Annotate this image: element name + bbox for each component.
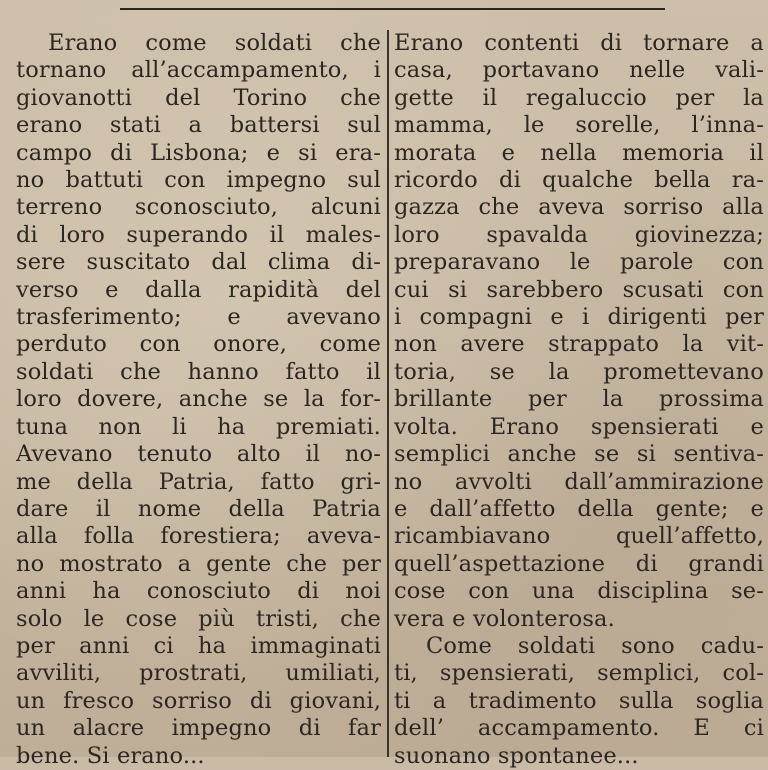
text-line: un fresco sorriso di giovani, [16,687,381,714]
right-column [394,30,764,770]
text-line: un alacre impegno di far [16,715,381,742]
text-line: Erano come soldati che [48,30,381,56]
text-line: cui si sarebbero scusati con [394,276,764,303]
text-line: anni ha conosciuto di noi [16,578,381,605]
text-line: semplici anche se si sentiva- [394,441,764,468]
text-line: quell’aspettazione di grandi [394,550,764,577]
text-line: tornano all’accampamento, i [16,57,381,84]
text-line: sere suscitato dal clima di- [16,249,381,276]
text-line: no battuti con impegno sul [16,167,381,194]
text-line: erano stati a battersi sul [16,112,381,139]
text-line: no avvolti dall’ammirazione [394,468,764,495]
text-line: terreno sconosciuto, alcuni [16,194,381,221]
text-line: Erano contenti di tornare a [394,30,764,56]
text-line: loro spavalda giovinezza; [394,221,764,248]
text-line: e dall’affetto della gente; e [394,495,764,522]
text-line: morata e nella memoria il [394,139,764,166]
text-line: Avevano tenuto alto il no- [16,441,381,468]
text-line: dell’ accampamento. E ci [394,715,764,742]
text-line: per anni ci ha immaginati [16,632,381,659]
text-line: casa, portavano nelle vali- [394,57,764,84]
text-line: giovanotti del Torino che [16,84,381,111]
top-rule [120,8,665,10]
text-line: soldati che hanno fatto il [16,358,381,385]
text-line: brillante per la prossima [394,386,764,413]
text-line: ti, spensierati, semplici, col- [394,660,764,687]
text-line: trasferimento; e avevano [16,304,381,331]
text-line: volta. Erano spensierati e [394,413,764,440]
text-line: preparavano le parole con [394,249,764,276]
text-line: i compagni e i dirigenti per [394,304,764,331]
text-line: alla folla forestiera; aveva- [16,523,381,550]
text-line: toria, se la promettevano [394,358,764,385]
text-line: me della Patria, fatto gri- [16,468,381,495]
text-line: tuna non li ha premiati. [16,413,381,440]
left-column [16,30,381,770]
column-divider [387,30,389,757]
text-line: gette il regaluccio per la [394,84,764,111]
text-line: di loro superando il males- [16,221,381,248]
text-line: vera e volonterosa. [394,605,615,632]
text-line: avviliti, prostrati, umiliati, [16,660,381,687]
text-line: no mostrato a gente che per [16,550,381,577]
text-line: cose con una disciplina se- [394,578,764,605]
text-line: suonano spontanee... [394,742,639,769]
text-line: ti a tradimento sulla soglia [394,687,764,714]
text-line: non avere strappato la vit- [394,331,764,358]
text-line: verso e dalla rapidità del [16,276,381,303]
text-line: ricambiavano quell’affetto, [394,523,764,550]
text-line: Come soldati sono cadu- [426,632,764,659]
text-line: mamma, le sorelle, l’inna- [394,112,764,139]
text-line: gazza che aveva sorriso alla [394,194,764,221]
text-line: campo di Lisbona; e si era- [16,139,381,166]
text-line: bene. Si erano... [16,742,205,769]
text-line: ricordo di qualche bella ra- [394,167,764,194]
text-line: dare il nome della Patria [16,495,381,522]
text-line: loro dovere, anche se la for- [16,386,381,413]
text-line: perduto con onore, come [16,331,381,358]
text-line: solo le cose più tristi, che [16,605,381,632]
